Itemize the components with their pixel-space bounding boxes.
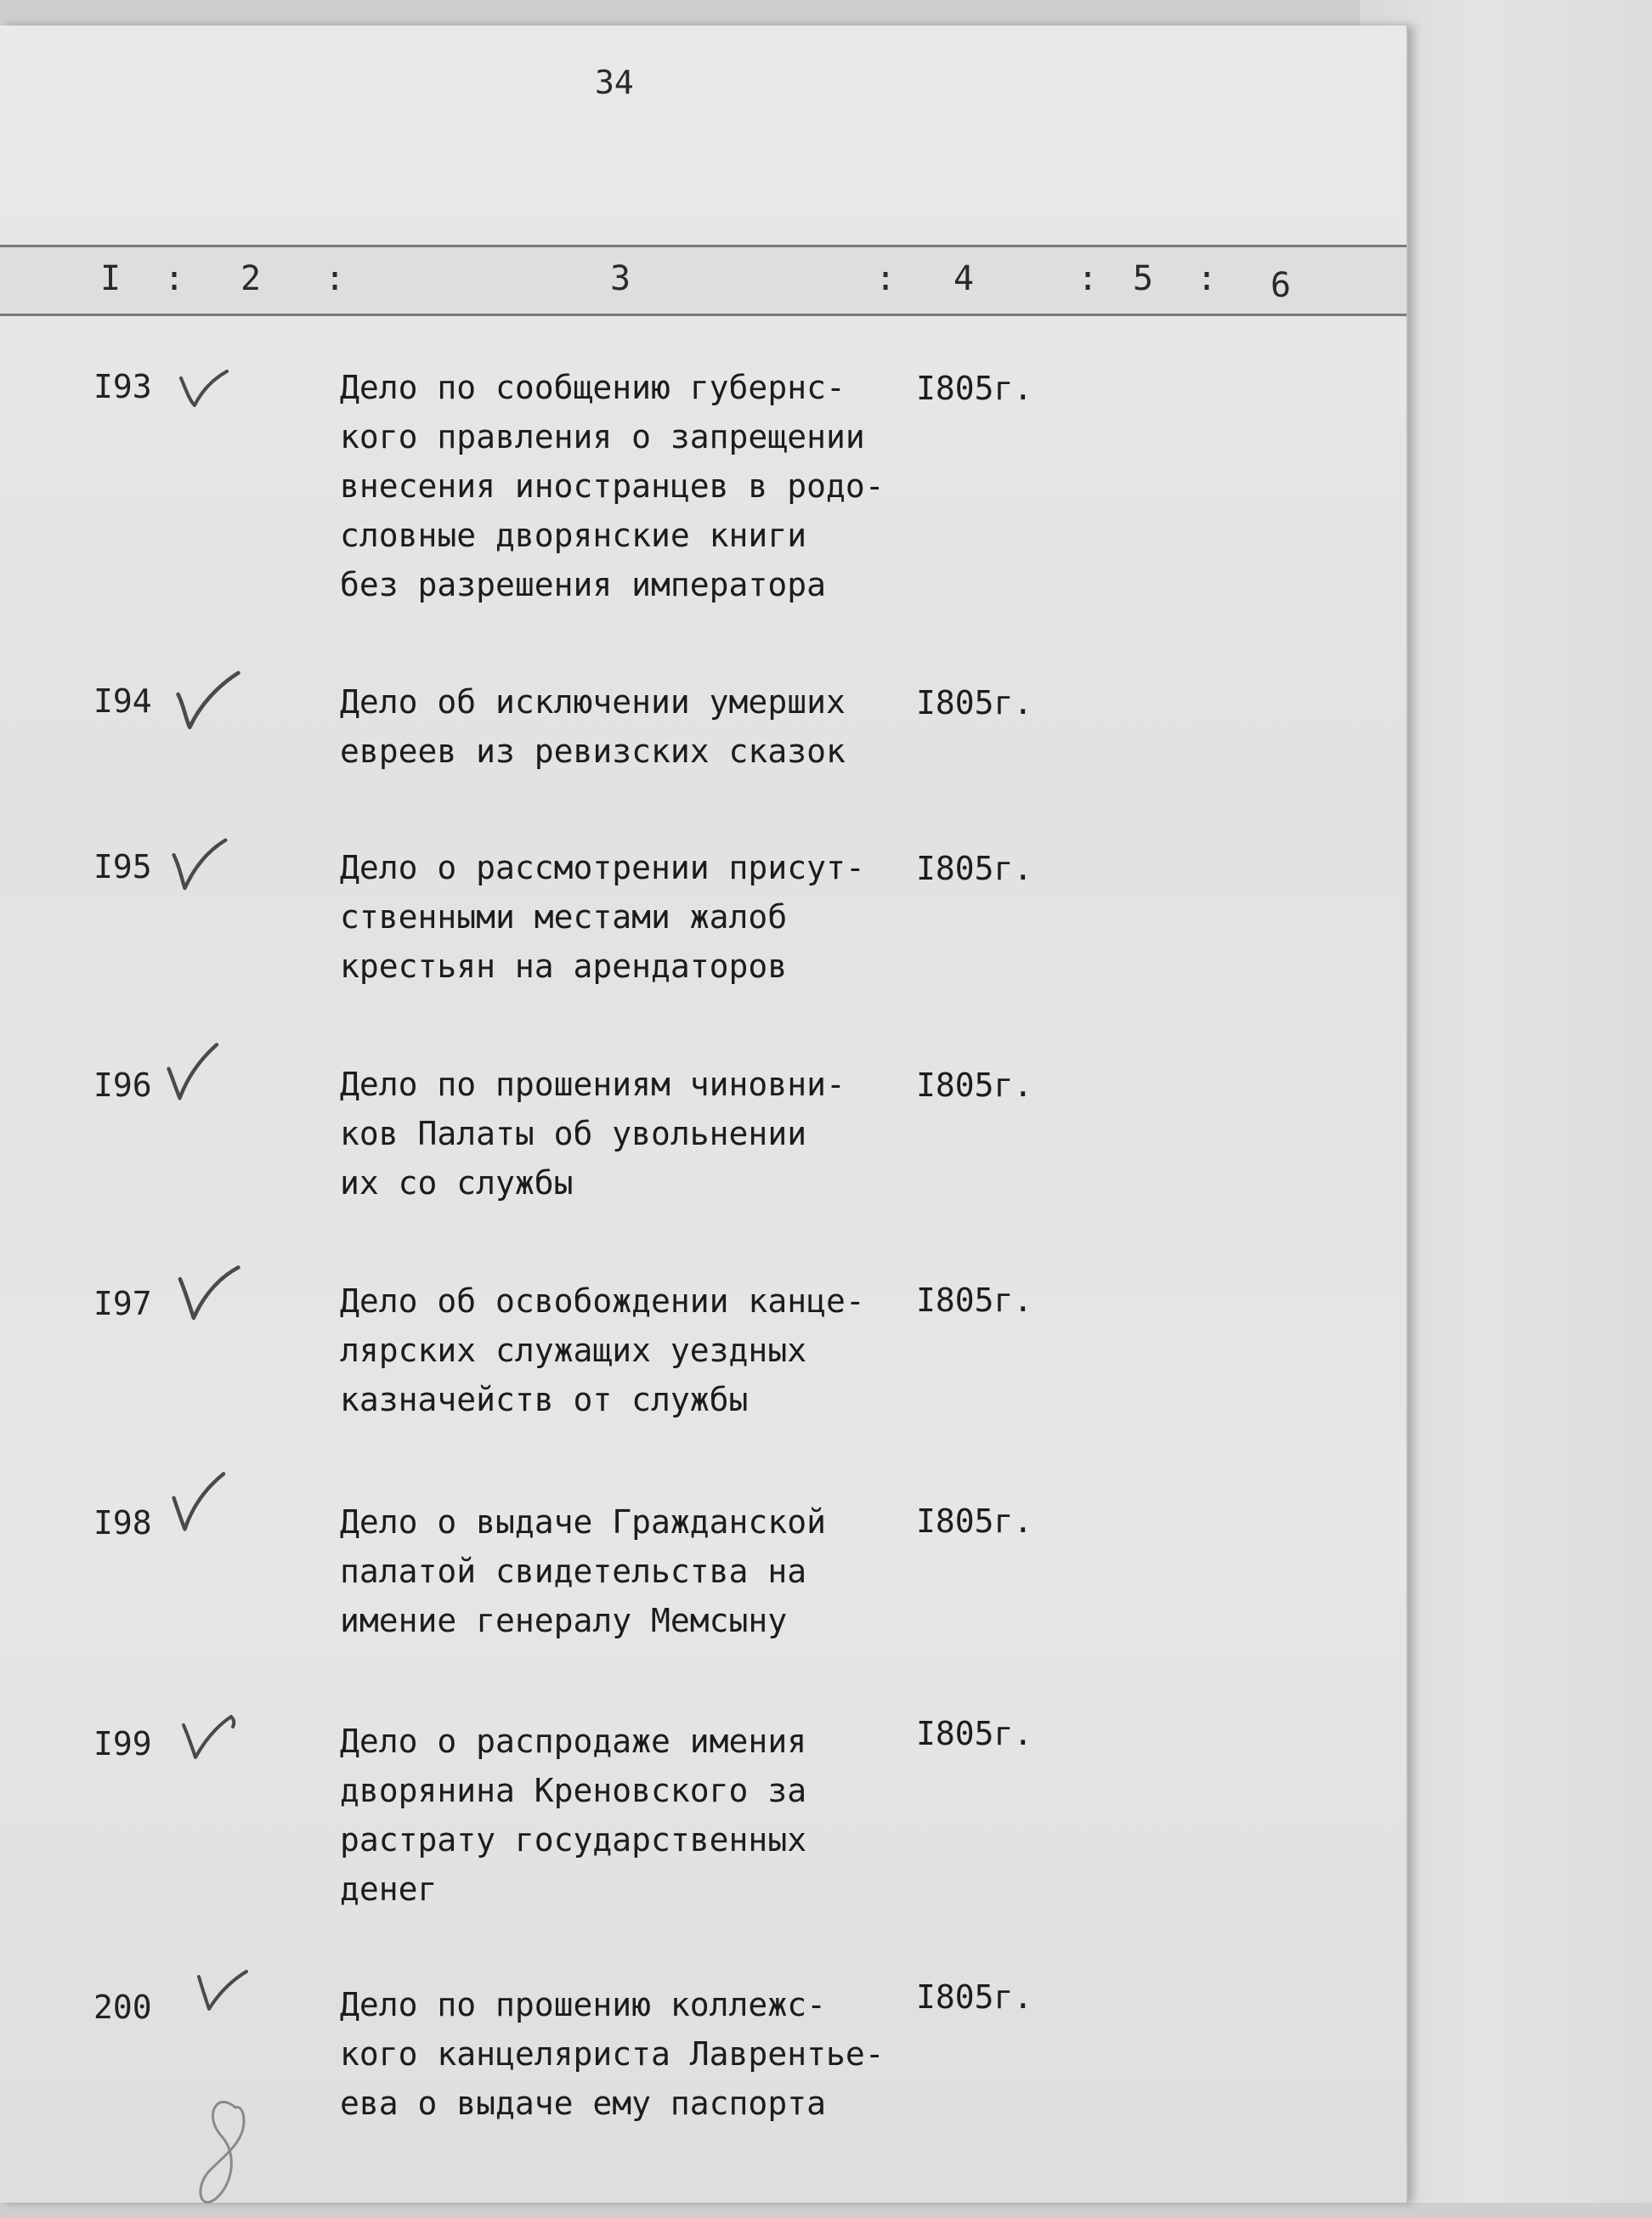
header-separator: : xyxy=(875,259,897,298)
document-page xyxy=(0,25,1408,2203)
header-col-5: 5 xyxy=(1133,259,1154,298)
entry-year: I805г. xyxy=(916,1715,1033,1752)
checkmark-icon xyxy=(174,361,234,421)
entry-description: Дело о выдаче Гражданской палатой свидетельства на имение генералу Мемсыну xyxy=(340,1503,826,1639)
checkmark-icon xyxy=(168,1470,233,1535)
entry-year: I805г. xyxy=(916,1502,1033,1540)
entry-year: I805г. xyxy=(916,1978,1033,2016)
entry-description: Дело по сообщению губернс- кого правления о запрещении внесения иностранцев в родо- словные дворянские книги без разрешения императора xyxy=(340,369,885,603)
entry-year: I805г. xyxy=(916,1282,1033,1319)
entry-description: Дело по прошениям чиновни- ков Палаты об увольнении их со службы xyxy=(340,1066,846,1202)
header-col-6: 6 xyxy=(1270,266,1292,305)
entry-year: I805г. xyxy=(916,1067,1033,1104)
header-separator: : xyxy=(164,259,185,298)
pencil-note-eight xyxy=(191,2091,259,2218)
entry-number: I95 xyxy=(93,848,152,886)
header-col-2: 2 xyxy=(240,259,262,298)
entry-description: Дело о рассмотрении присут- ственными местами жалоб крестьян на арендаторов xyxy=(340,849,865,985)
entry-number: I99 xyxy=(93,1725,152,1763)
header-col-4: 4 xyxy=(953,259,975,298)
header-separator: : xyxy=(325,259,346,298)
entry-number: I96 xyxy=(93,1067,152,1104)
checkmark-icon xyxy=(174,1708,242,1768)
entry-year: I805г. xyxy=(916,370,1033,407)
header-col-1: I xyxy=(100,259,122,298)
checkmark-icon xyxy=(174,667,242,735)
entry-number: I98 xyxy=(93,1504,152,1542)
entry-number: I94 xyxy=(93,682,152,720)
entry-number: I97 xyxy=(93,1285,152,1322)
checkmark-icon xyxy=(163,1041,228,1106)
entry-number: I93 xyxy=(93,368,152,405)
entry-description: Дело о распродаже имения дворянина Креновского за растрату государственных денег xyxy=(340,1723,807,1908)
column-header-bar xyxy=(0,245,1406,316)
entry-description: Дело по прошению коллежс- кого канцеляриста Лаврентье- ева о выдаче ему паспорта xyxy=(340,1986,885,2122)
checkmark-icon xyxy=(174,1258,242,1326)
entry-description: Дело об освобождении канце- лярских служащих уездных казначейств от службы xyxy=(340,1282,865,1418)
entry-year: I805г. xyxy=(916,684,1033,721)
header-separator: : xyxy=(1197,259,1218,298)
entry-number: 200 xyxy=(93,1989,152,2026)
entry-year: I805г. xyxy=(916,850,1033,887)
checkmark-icon xyxy=(194,1961,253,2021)
header-separator: : xyxy=(1078,259,1099,298)
header-col-3: 3 xyxy=(610,259,631,298)
page-number: 34 xyxy=(595,64,634,101)
entry-description: Дело об исключении умерших евреев из ревизских сказок xyxy=(340,683,846,770)
checkmark-icon xyxy=(168,833,233,897)
